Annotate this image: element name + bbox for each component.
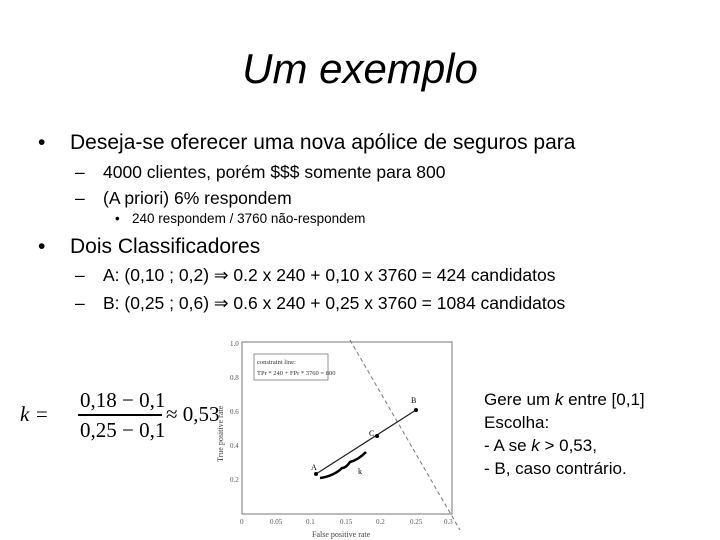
x-tick: 0.2	[376, 518, 385, 526]
note-line-3: - A se k > 0,53,	[484, 436, 597, 455]
constraint-line	[350, 340, 460, 530]
dash-icon: –	[75, 188, 85, 208]
roc-figure	[212, 332, 470, 540]
x-tick: 0.25	[410, 518, 423, 526]
formula-denominator: 0,25 − 0,1	[80, 418, 166, 442]
note-line-1: Gere um k entre [0,1]	[484, 390, 645, 409]
dash-icon: –	[75, 265, 85, 285]
note-line-4: - B, caso contrário.	[484, 459, 627, 478]
slide-title: Um exemplo	[242, 45, 478, 92]
point-c-label: C	[369, 429, 375, 438]
bullet-icon: •	[38, 131, 46, 154]
formula-numerator: 0,18 − 0,1	[80, 388, 166, 412]
y-axis-label: True positive rate	[216, 405, 225, 462]
formula-approx: ≈ 0,53	[166, 402, 220, 426]
formula-lhs: k =	[20, 402, 49, 426]
y-tick: 0.2	[230, 476, 239, 484]
point-b-label: B	[411, 396, 417, 405]
note-line-2: Escolha:	[484, 413, 550, 432]
point-a-marker	[314, 472, 318, 476]
dash-icon: –	[75, 162, 85, 182]
bullet-icon: •	[38, 235, 46, 258]
x-tick: 0.15	[340, 518, 353, 526]
x-axis-label: False positive rate	[312, 530, 371, 539]
decision-note	[484, 388, 645, 480]
dash-icon: –	[75, 293, 85, 313]
y-tick: 0.6	[230, 408, 239, 416]
segment-a-b	[316, 410, 416, 474]
x-tick: 0	[240, 518, 244, 526]
y-tick: 0.8	[230, 374, 239, 382]
bullet-icon: •	[115, 211, 120, 226]
point-b-marker	[414, 408, 418, 412]
fraction-bar	[78, 414, 162, 416]
x-tick: 0.05	[270, 518, 283, 526]
y-tick: 1.0	[230, 340, 239, 348]
y-tick: 0.4	[230, 442, 239, 450]
legend-equation: TPr * 240 + FPr * 3760 = 800	[257, 370, 336, 377]
legend-title: constraint line:	[257, 359, 296, 366]
k-label: k	[358, 467, 362, 476]
x-tick: 0.3	[444, 518, 453, 526]
x-tick: 0.1	[306, 518, 315, 526]
point-a-label: A	[311, 463, 317, 472]
point-c-marker	[375, 434, 379, 438]
